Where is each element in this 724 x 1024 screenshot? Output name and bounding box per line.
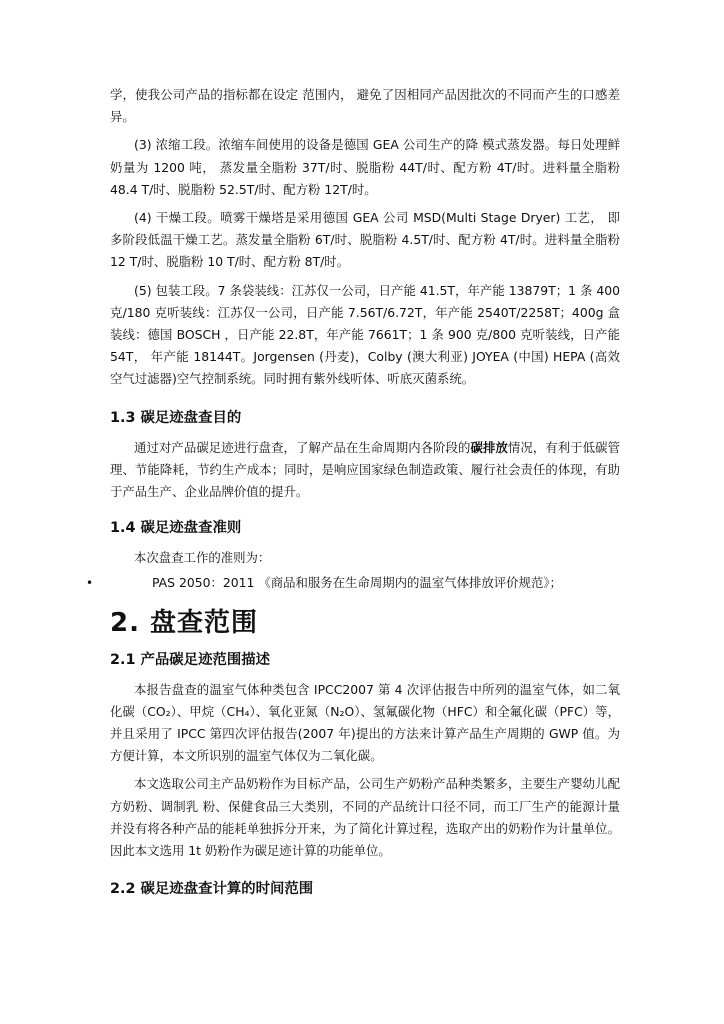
purpose-text-end: 情况，有利于低碳管理、节能降耗，节约生产成本；同时，是响应国家绿色制造政策、履行社会责任的体现，有助于产品生产、企业品牌价值的提升。	[110, 439, 621, 500]
criteria-list-text: PAS 2050：2011 《商品和服务在生命周期内的温室气体排放评价规范》；	[152, 575, 562, 591]
heading-1-3: 1.3 碳足迹盘查目的	[110, 409, 242, 426]
heading-2-1: 2.1 产品碳足迹范围描述	[110, 651, 271, 668]
paragraph-ghg-types: 本报告盘查的温室气体种类包含 IPCC2007 第 4 次评估报告中所列的温室气体，如二氧化碳（CO₂）、甲烷（CH₄）、氧化亚氮（N₂O）、氢氟碳化物（HFC）和全氟化碳（PFC）等，并且采用了 IPCC 第四次评估报告(2007 年)提出的方法来计算产品生产周期的 GWP 值。为方便计算，本文所识别的温室气体仅为二氧化碳。	[110, 681, 620, 764]
purpose-bold-term: 碳排放	[470, 439, 508, 455]
paragraph-concentration-section: (3) 浓缩工段。浓缩车间使用的设备是德国 GEA 公司生产的降 模式蒸发器。每日处理鲜奶量为 1200 吨， 蒸发量全脂粉 37T/时、脱脂粉 44T/时、配方粉 4T/时。进料量全脂粉 48.4 T/时、脱脂粉 52.5T/时、配方粉 12T/时。	[110, 137, 620, 197]
criteria-list-item	[86, 572, 620, 594]
paragraph-functional-unit: 本文选取公司主产品奶粉作为目标产品，公司生产奶粉产品种类繁多，主要生产婴幼儿配方奶粉、调制乳 粉、保健食品三大类别，不同的产品统计口径不同，而工厂生产的能源计量并没有将各种产品的能耗单独拆分开来，为了简化计算过程，选取产出的奶粉作为计量单位。因此本文选用 1t 奶粉作为碳足迹计算的功能单位。	[110, 776, 620, 859]
purpose-text-start: 通过对产品碳足迹进行盘查，了解产品在生命周期内各阶段的	[134, 439, 471, 455]
paragraph-criteria-intro: 本次盘查工作的准则为：	[134, 550, 271, 566]
bullet-marker: •	[86, 576, 94, 591]
heading-2-2: 2.2 碳足迹盘查计算的时间范围	[110, 881, 314, 898]
heading-1-4: 1.4 碳足迹盘查准则	[110, 520, 242, 537]
paragraph-quality-control: 学，使我公司产品的指标都在设定 范围内， 避免了因相同产品因批次的不同而产生的口感差异。	[110, 87, 620, 125]
heading-2-scope: 2. 盘查范围	[110, 607, 259, 638]
paragraph-packaging-section: (5) 包装工段。7 条袋装线：江苏仅一公司，日产能 41.5T，年产能 13879T；1 条 400 克/180 克听装线：江苏仅一公司，日产能 7.56T/6.72T，年产能 2540T/2258T；400g 盒装线：德国 BOSCH ，日产能 22.8T，年产能 7661T；1 条 900 克/800 克听装线，日产能 54T， 年产能 18144T。Jorgensen (丹麦)，Colby (澳大利亚) JOYEA (中国) HEPA (高效空气过滤器)空气控制系统。同时拥有紫外线听体、听底灭菌系统。	[110, 282, 620, 387]
document-page	[86, 84, 621, 900]
paragraph-purpose	[110, 437, 620, 504]
paragraph-drying-section: (4) 干燥工段。喷雾干燥塔是采用德国 GEA 公司 MSD(Multi Stage Dryer) 工艺， 即多阶段低温干燥工艺。蒸发量全脂粉 6T/时、脱脂粉 4.5T/时、配方粉 4T/时。进料量全脂粉 12 T/时、脱脂粉 10 T/时、配方粉 8T/时。	[110, 210, 620, 270]
